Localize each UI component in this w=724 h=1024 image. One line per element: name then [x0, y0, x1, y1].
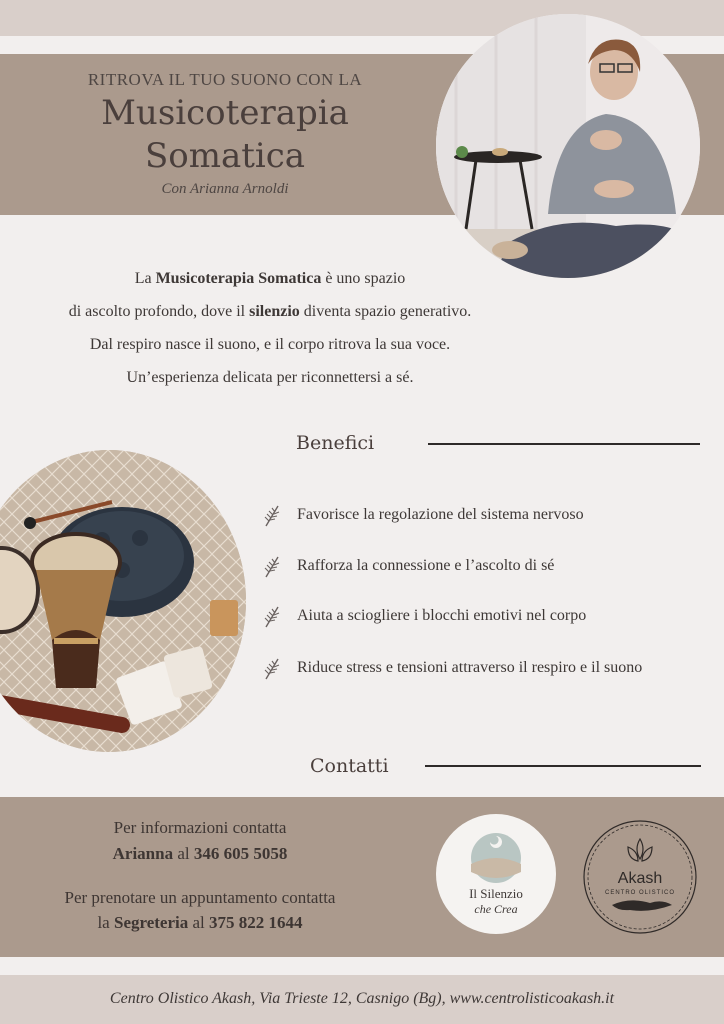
benefit-text: Aiuta a sciogliere i blocchi emotivi nel corpo [297, 607, 587, 624]
intro-line-3: Dal respiro nasce il suono, e il corpo ritrova la sua voce. [89, 336, 451, 353]
contatti-divider [425, 765, 701, 767]
intro-line-2: di ascolto profondo, dove il silenzio diventa spazio generativo. [68, 303, 472, 320]
il-silenzio-che-crea-logo [436, 814, 556, 934]
benefici-divider [428, 443, 700, 445]
silenzio-logo-text-2: che Crea [474, 902, 518, 916]
footer-address: Centro Olistico Akash, Via Trieste 12, Casnigo (Bg), www.centrolisticoakash.it [109, 990, 615, 1007]
contatti-heading: Contatti [310, 755, 389, 777]
booking-contact: la Segreteria al 375 822 1644 [97, 913, 303, 932]
leaf-icon [262, 555, 282, 579]
benefici-heading: Benefici [296, 432, 375, 454]
leaf-icon [262, 657, 282, 681]
intro-line-4: Un’esperienza delicata per riconnettersi a sé. [126, 369, 414, 386]
leaf-icon [262, 605, 282, 629]
subtitle: Con Arianna Arnoldi [161, 181, 289, 197]
silenzio-logo-text-1: Il Silenzio [469, 886, 523, 901]
title-line-2: Somatica [144, 136, 306, 176]
info-phone[interactable]: 346 605 5058 [193, 844, 288, 863]
intro-line-1: La Musicoterapia Somatica è uno spazio [134, 270, 406, 287]
info-contact: Arianna al 346 605 5058 [112, 844, 288, 863]
instruments-photo [0, 450, 246, 752]
title-line-1: Musicoterapia [101, 93, 349, 133]
benefit-text: Rafforza la connessione e l’ascolto di sé [297, 557, 555, 574]
leaf-icon [262, 504, 282, 528]
akash-logo [580, 817, 700, 937]
benefit-text: Favorisce la regolazione del sistema nervoso [297, 506, 584, 523]
benefit-text: Riduce stress e tensioni attraverso il respiro e il suono [297, 659, 643, 676]
woman-meditating-photo [436, 14, 700, 278]
booking-phone[interactable]: 375 822 1644 [209, 913, 303, 932]
akash-logo-name: Akash [617, 870, 663, 887]
akash-logo-tagline: CENTRO OLISTICO [604, 890, 676, 896]
info-label: Per informazioni contatta [113, 818, 287, 837]
intro-paragraph [0, 262, 540, 394]
eyebrow-text: RITROVA IL TUO SUONO CON LA [87, 70, 363, 89]
booking-label: Per prenotare un appuntamento contatta [64, 888, 336, 907]
